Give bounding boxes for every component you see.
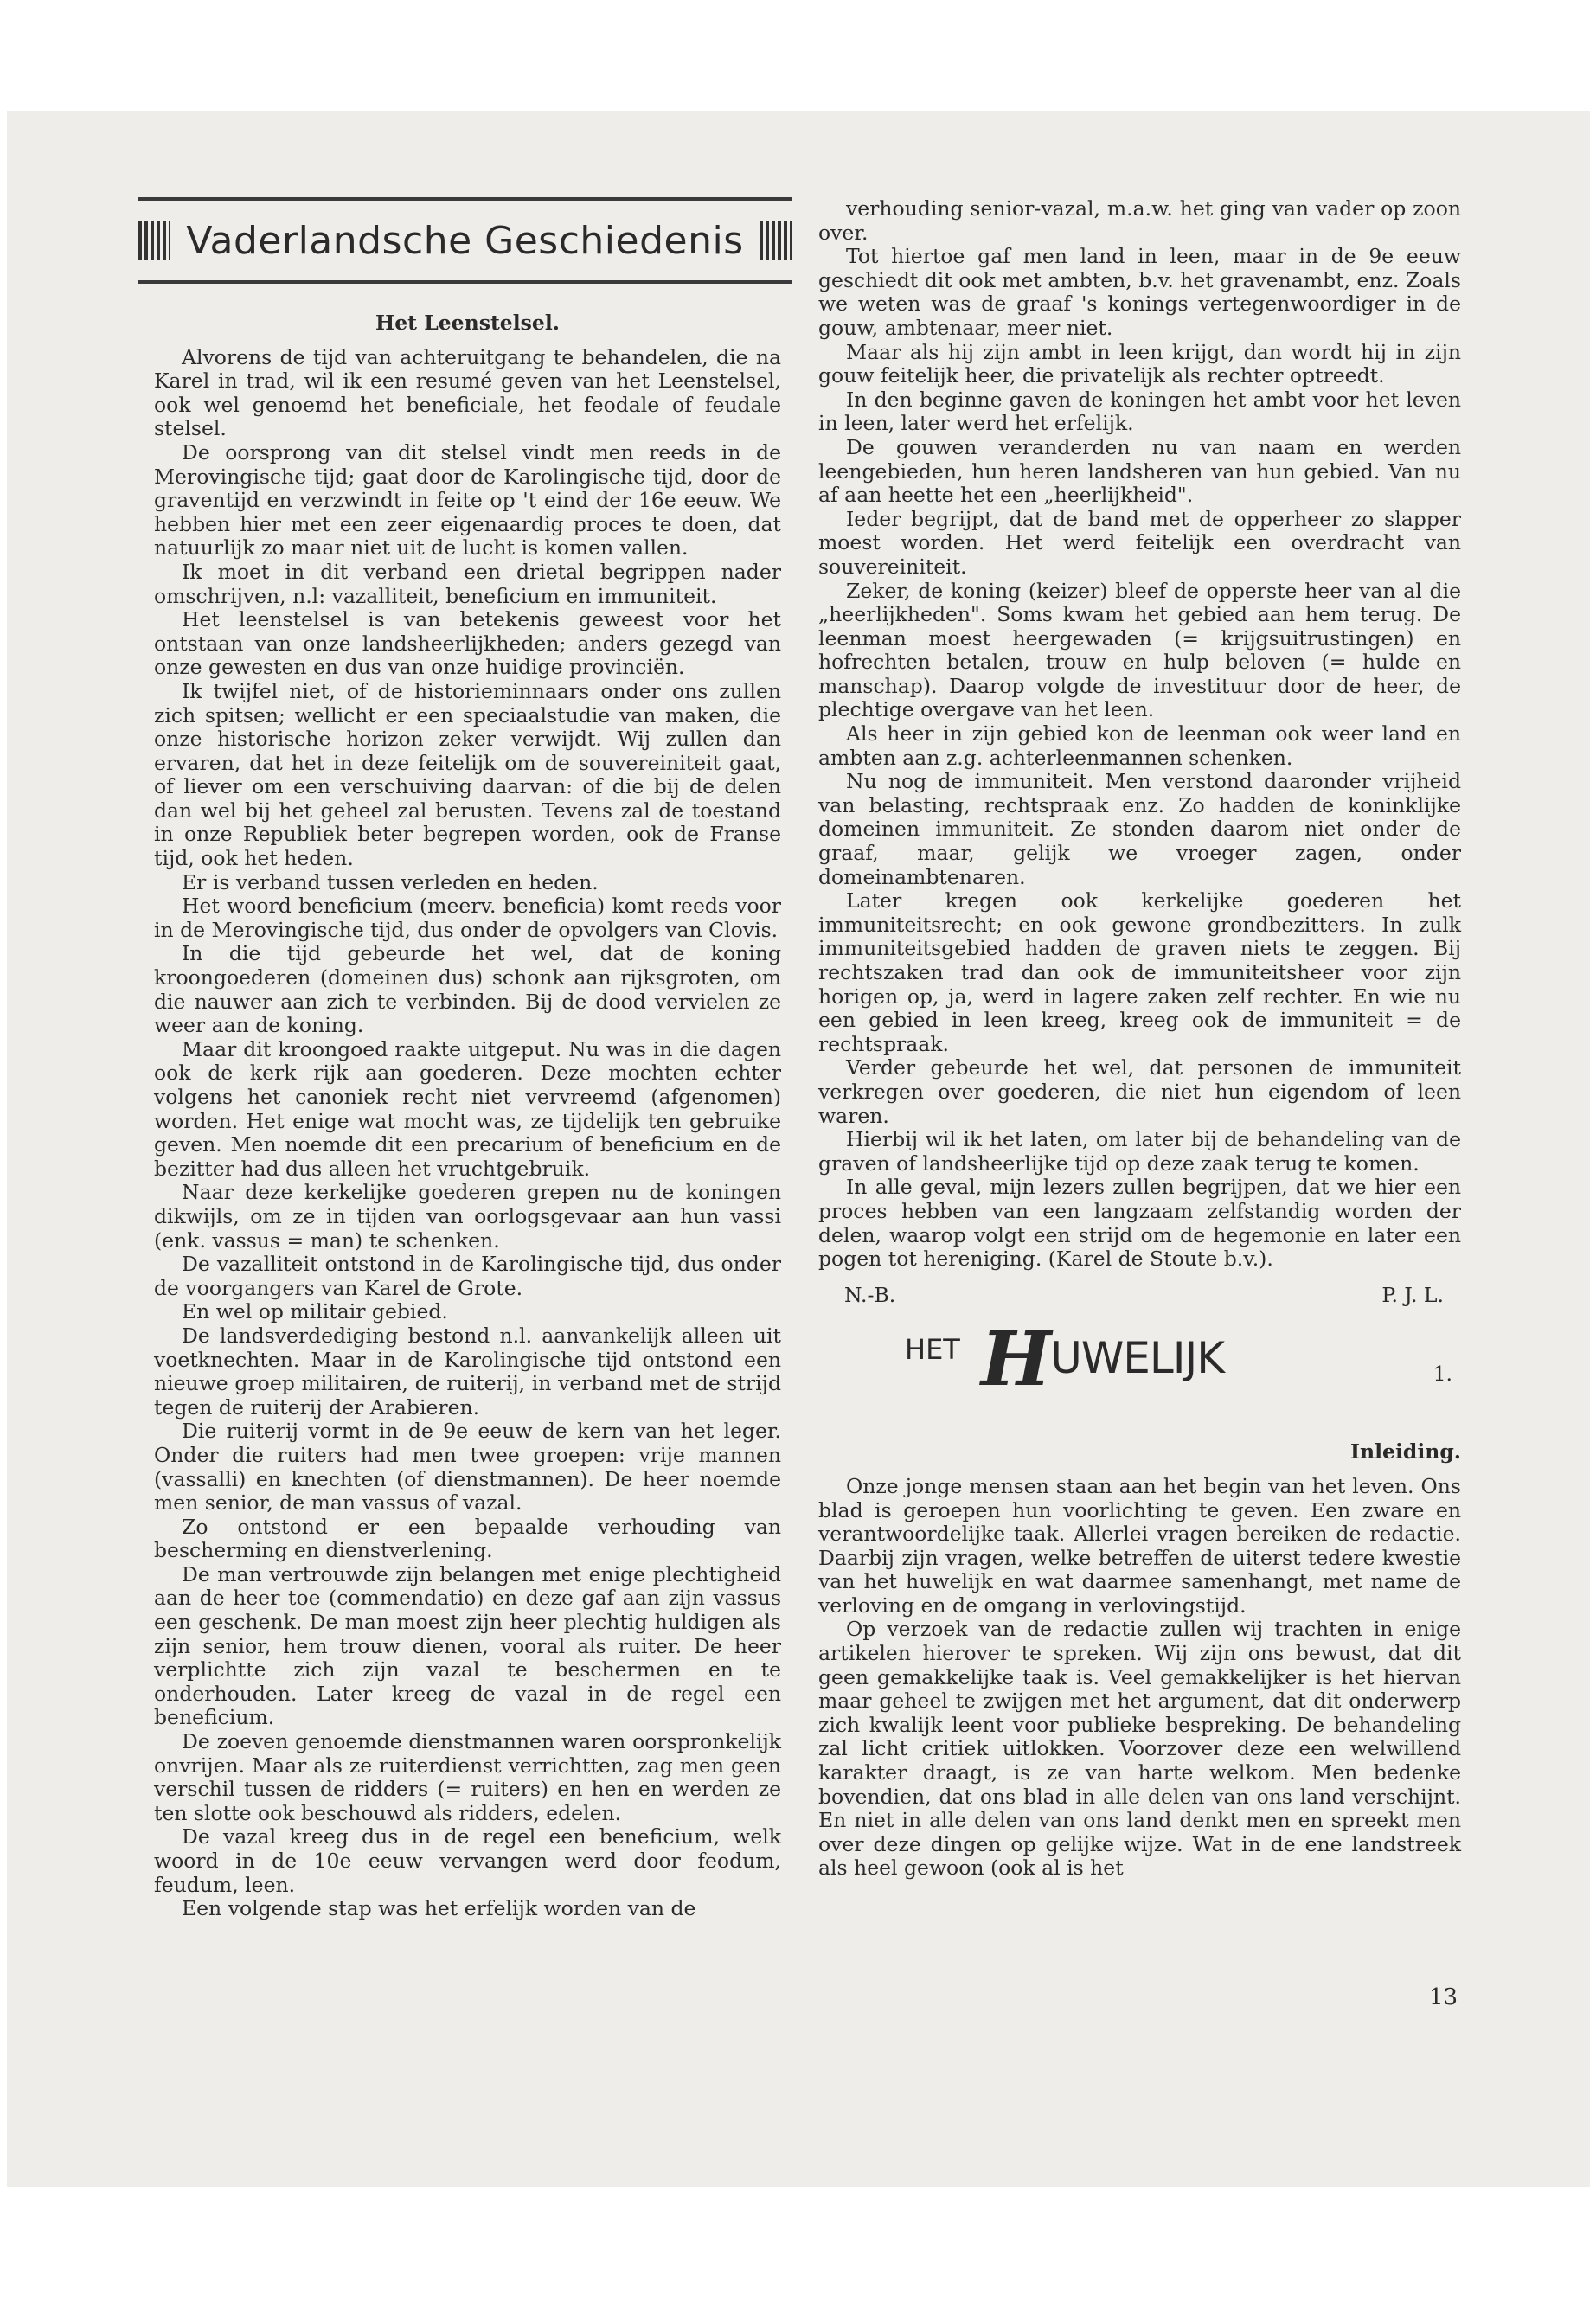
paragraph: Zo ontstond er een bepaalde verhouding van bescherming en dienstverlening.	[154, 1514, 781, 1563]
article-number: 1.	[1433, 1362, 1452, 1387]
signature-place: N.-B.	[844, 1282, 896, 1307]
masthead	[138, 197, 792, 284]
paragraph: De man vertrouwde zijn belangen met enige plechtigheid aan de heer toe (commendatio) en deze gaf aan zijn vassus een geschenk. De man moest zijn heer plechtig huldigen als zijn senior, hem trouw dienen, vooral als ruiter. De heer verplichtte zich zijn vazal te beschermen en te onderhouden. Later kreeg de vazal in de regel een beneficium.	[154, 1561, 781, 1730]
paragraph: In den beginne gaven de koningen het ambt voor het leven in leen, later werd het erfelijk.	[818, 387, 1461, 436]
paragraph: Nu nog de immuniteit. Men verstond daaronder vrijheid van belasting, rechtspraak enz. Zo hadden de koninklijke domeinen immuniteit. Ze stonden daarom niet onder de graaf, maar, gelijk we vroeger zagen, onder domeinambtenaren.	[818, 769, 1461, 889]
article-huwelijk-heading	[818, 1311, 1461, 1440]
heading-rest: UWELIJK	[1050, 1333, 1225, 1384]
paragraph: De vazal kreeg dus in de regel een beneficium, welk woord in de 10e eeuw vervangen werd door feodum, feudum, leen.	[154, 1824, 781, 1897]
paragraph: De oorsprong van dit stelsel vindt men reeds in de Merovingische tijd; gaat door de Karolingische tijd, door de graventijd en verzwindt in feite op 't eind der 16e eeuw. We hebben hier met een zeer eigenaardig proces te doen, dat natuurlijk zo maar niet uit de lucht is komen vallen.	[154, 439, 781, 561]
left-column	[154, 301, 781, 1921]
paragraph: Op verzoek van de redactie zullen wij trachten in enige artikelen hierover te spreken. Wij zijn ons bewust, dat dit geen gemakkelijke taak is. Veel gemakkelijker is het hiervan maar geheel te zwijgen met het argument, dat dit onderwerp zich kwalijk leent voor publieke bespreking. De behandeling zal licht critiek uitlokken. Voorzover deze een welwillend karakter draagt, is ze van harte welkom. Men bedenke bovendien, dat ons blad in alle delen van ons land verschijnt. En niet in alle delen van ons land denkt men en spreekt men over deze dingen op gelijke wijze. Wat in de ene landstreek als heel gewoon (ook al is het	[818, 1617, 1461, 1881]
paragraph: De zoeven genoemde dienstmannen waren oorspronkelijk onvrijen. Maar als ze ruiterdienst verrichtten, zag men geen verschil tussen de ridders (= ruiters) en hen en werden ze ten slotte ook beschouwd als ridders, edelen.	[154, 1729, 781, 1825]
signature-line	[818, 1284, 1461, 1308]
right-column	[818, 197, 1461, 1881]
paragraph: Hierbij wil ik het laten, om later bij de behandeling van de graven of landsheerlijke tijd op deze zaak terug te komen.	[818, 1127, 1461, 1176]
article-subhead: Het Leenstelsel.	[375, 311, 560, 335]
paragraph: Tot hiertoe gaf men land in leen, maar in de 9e eeuw geschiedt dit ook met ambten, b.v. het gravenambt, enz. Zoals we weten was de graaf 's konings vertegenwoordiger in de gouw, ambtenaar, meer niet.	[818, 244, 1461, 340]
paragraph: In die tijd gebeurde het wel, dat de koning kroongoederen (domeinen dus) schonk aan rijksgroten, om die nauwer aan zich te verbinden. Bij de dood vervielen ze weer aan de koning.	[154, 941, 781, 1038]
paragraph: Later kregen ook kerkelijke goederen het immuniteitsrecht; en ook gewone grondbezitters. In zulk immuniteitsgebied hadden de graven niets te zeggen. Bij rechtszaken trad dan ook de immuniteitsheer voor zijn horigen op, ja, werd in lagere zaken zelf rechter. En wie nu een gebied in leen kreeg, kreeg ook de immuniteit = de rechtspraak.	[818, 888, 1461, 1056]
paragraph: De landsverdediging bestond n.l. aanvankelijk alleen uit voetknechten. Maar in de Karolingische tijd ontstond een nieuwe groep militairen, de ruiterij, in verband met de strijd tegen de ruiterij der Arabieren.	[154, 1323, 781, 1420]
masthead-ornament-left	[138, 221, 170, 260]
paragraph: Die ruiterij vormt in de 9e eeuw de kern van het leger. Onder die ruiters had men twee groepen: vrije mannen (vassalli) en knechten (of dienstmannen). De heer noemde men senior, de man vassus of vazal.	[154, 1419, 781, 1516]
paragraph: Onze jonge mensen staan aan het begin van het leven. Ons blad is geroepen hun voorlichting te geven. Een zware en verantwoordelijke taak. Allerlei vragen bereiken de redactie. Daarbij zijn vragen, welke betreffen de uiterst tedere kwestie van het huwelijk en wat daarmee samenhangt, met name de verloving en de omgang in verlovingstijd.	[818, 1473, 1461, 1618]
huwelijk-paragraphs	[818, 1475, 1461, 1881]
paragraph: verhouding senior-vazal, m.a.w. het ging van vader op zoon over.	[818, 196, 1461, 245]
paragraph: En wel op militair gebied.	[182, 1299, 448, 1324]
heading-huwelijk	[981, 1316, 1225, 1404]
paragraph: Alvorens de tijd van achteruitgang te behandelen, die na Karel in trad, wil ik een resumé geven van het Leenstelsel, ook wel genoemd het beneficiale, het feodale of feudale stelsel.	[154, 344, 781, 441]
paragraph: Ik twijfel niet, of de historieminnaars onder ons zullen zich spitsen; wellicht er een speciaalstudie van maken, die onze historische horizon zeker verwijdt. Wij zullen dan ervaren, dat het in deze feitelijk om de souvereiniteit gaat, of liever om een verschuiving daarvan: of die bij de delen dan wel bij het geheel zal berusten. Tevens zal de toestand in onze Republiek beter begrepen worden, ook de Franse tijd, ook het heden.	[154, 678, 781, 871]
heading-initial: H	[981, 1316, 1051, 1404]
paragraph: Naar deze kerkelijke goederen grepen nu de koningen dikwijls, om ze in tijden van oorlogsgevaar aan hun vassi (enk. vassus = man) te schenken.	[154, 1180, 781, 1253]
page-number: 13	[1429, 1984, 1458, 2010]
heading-het: HET	[905, 1333, 960, 1367]
masthead-ornament-right	[760, 221, 792, 260]
paragraph: Ieder begrijpt, dat de band met de opperheer zo slapper moest worden. Het werd feitelijk een overdracht van souvereiniteit.	[818, 506, 1461, 579]
paragraph: Zeker, de koning (keizer) bleef de opperste heer van al die „heerlijkheden". Soms kwam het gebied aan hem terug. De leenman moest heergewaden (= krijgsuitrustingen) en hofrechten betalen, trouw en hulp beloven (= hulde en manschap). Daarop volgde de investituur door de heer, de plechtige overgave van het leen.	[818, 578, 1461, 722]
paragraph: Het woord beneficium (meerv. beneficia) komt reeds voor in de Merovingische tijd, dus onder de opvolgers van Clovis.	[154, 894, 781, 942]
paragraph: Verder gebeurde het wel, dat personen de immuniteit verkregen over goederen, die niet hun eigendom of leen waren.	[818, 1055, 1461, 1128]
right-paragraphs	[818, 197, 1461, 1272]
section-subhead: Inleiding.	[1350, 1439, 1461, 1465]
paragraph: Maar als hij zijn ambt in leen krijgt, dan wordt hij in zijn gouw feitelijk heer, die privatelijk als rechter optreedt.	[818, 339, 1461, 388]
signature-author: P. J. L.	[1381, 1282, 1444, 1307]
paragraph: Maar dit kroongoed raakte uitgeput. Nu was in die dagen ook de kerk rijk aan goederen. Deze mochten echter volgens het canoniek recht niet vervreemd (afgenomen) worden. Het enige wat mocht was, ze tijdelijk ten gebruike geven. Men noemde dit een precarium of beneficium en de bezitter had dus alleen het vruchtgebruik.	[154, 1036, 781, 1181]
paragraph: Het leenstelsel is van betekenis geweest voor het ontstaan van onze landsheerlijkheden; anders gezegd van onze gewesten en dus van onze huidige provinciën.	[154, 607, 781, 680]
paragraph: Een volgende stap was het erfelijk worden van de	[182, 1896, 696, 1921]
masthead-title: Vaderlandsche Geschiedenis	[186, 218, 744, 263]
left-paragraphs	[154, 346, 781, 1921]
paragraph: De gouwen veranderden nu van naam en werden leengebieden, hun heren landsheren van hun gebied. Van nu af aan heette het een „heerlijkheid".	[818, 434, 1461, 508]
paragraph: Er is verband tussen verleden en heden.	[182, 869, 599, 894]
paragraph: De vazalliteit ontstond in de Karolingische tijd, dus onder de voorgangers van Karel de Grote.	[154, 1252, 781, 1300]
paragraph: In alle geval, mijn lezers zullen begrijpen, dat we hier een proces hebben van een langzaam zelfstandig worden der delen, waarop volgt een strijd om de hegemonie en later een pogen tot hereniging. (Karel de Stoute b.v.).	[818, 1175, 1461, 1272]
paragraph: Als heer in zijn gebied kon de leenman ook weer land en ambten aan z.g. achterleenmannen schenken.	[818, 721, 1461, 770]
paragraph: Ik moet in dit verband een drietal begrippen nader omschrijven, n.l: vazalliteit, beneficium en immuniteit.	[154, 559, 781, 608]
